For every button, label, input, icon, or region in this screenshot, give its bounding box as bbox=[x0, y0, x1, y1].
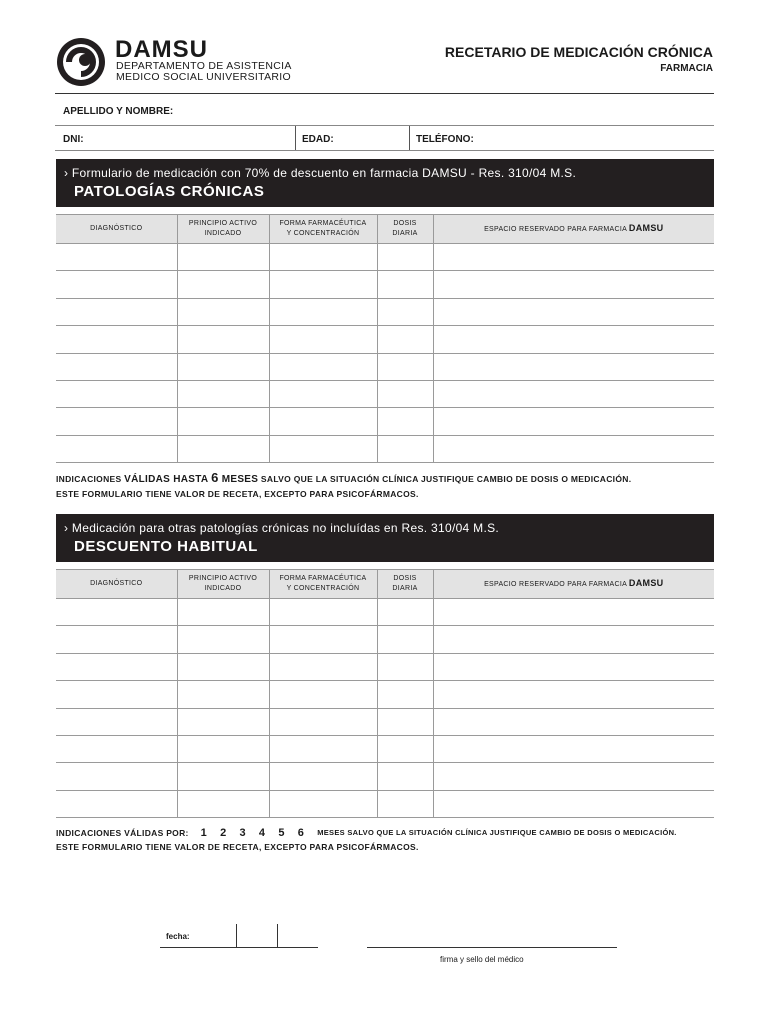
cell[interactable] bbox=[377, 271, 433, 298]
note-c: 6 bbox=[211, 470, 219, 485]
col-principio bbox=[177, 570, 269, 599]
section-1-subtitle: › Formulario de medicación con 70% de descuento en farmacia DAMSU - Res. 310/04 M.S. bbox=[64, 166, 577, 180]
section-1-banner bbox=[56, 159, 714, 207]
cell[interactable] bbox=[269, 681, 377, 708]
col-diagnostico: DIAGNÓSTICO bbox=[56, 570, 177, 599]
col-forma-l2: Y CONCENTRACIÓN bbox=[286, 585, 360, 592]
cell[interactable] bbox=[433, 435, 714, 462]
age-label: EDAD: bbox=[302, 134, 334, 145]
cell[interactable] bbox=[377, 298, 433, 325]
col-principio-l1: PRINCIPIO ACTIVO bbox=[188, 220, 258, 227]
dni-rule bbox=[55, 150, 714, 151]
section-1-note bbox=[56, 471, 631, 501]
cell[interactable] bbox=[433, 380, 714, 407]
cell[interactable] bbox=[269, 244, 377, 271]
cell[interactable] bbox=[177, 763, 269, 790]
col-principio-l2: INDICADO bbox=[204, 230, 242, 237]
table-row bbox=[56, 353, 714, 380]
cell[interactable] bbox=[269, 599, 377, 626]
name-rule bbox=[55, 125, 714, 126]
cell[interactable] bbox=[433, 763, 714, 790]
field-divider-1 bbox=[295, 126, 296, 150]
cell[interactable] bbox=[56, 353, 177, 380]
col-reservado bbox=[433, 215, 714, 244]
cell[interactable] bbox=[177, 408, 269, 435]
col-forma-l1: FORMA FARMACÉUTICA bbox=[279, 220, 367, 227]
cell[interactable] bbox=[433, 735, 714, 762]
col-forma bbox=[269, 570, 377, 599]
brand-line-1: DEPARTAMENTO DE ASISTENCIA bbox=[116, 60, 292, 72]
cell[interactable] bbox=[177, 708, 269, 735]
note-suffix: MESES SALVO QUE LA SITUACIÓN CLÍNICA JUSTIFIQUE CAMBIO DE DOSIS O MEDICACIÓN. bbox=[317, 828, 677, 837]
document-title: RECETARIO DE MEDICACIÓN CRÓNICA bbox=[444, 44, 713, 60]
cell[interactable] bbox=[269, 735, 377, 762]
damsu-logo bbox=[55, 36, 107, 88]
cell[interactable] bbox=[269, 790, 377, 817]
cell[interactable] bbox=[56, 599, 177, 626]
month-option-3[interactable]: 3 bbox=[239, 827, 246, 839]
table-header-row bbox=[56, 215, 714, 244]
cell[interactable] bbox=[269, 326, 377, 353]
month-option-6[interactable]: 6 bbox=[297, 827, 305, 839]
cell[interactable] bbox=[433, 626, 714, 653]
cell[interactable] bbox=[56, 244, 177, 271]
section-2-note bbox=[56, 826, 677, 854]
cell[interactable] bbox=[56, 681, 177, 708]
cell[interactable] bbox=[56, 763, 177, 790]
table-row bbox=[56, 790, 714, 817]
cell[interactable] bbox=[56, 435, 177, 462]
cell[interactable] bbox=[433, 653, 714, 680]
cell[interactable] bbox=[177, 599, 269, 626]
cell[interactable] bbox=[377, 380, 433, 407]
cell[interactable] bbox=[433, 681, 714, 708]
cell[interactable] bbox=[433, 708, 714, 735]
cell[interactable] bbox=[433, 271, 714, 298]
cell[interactable] bbox=[177, 380, 269, 407]
cell[interactable] bbox=[377, 599, 433, 626]
cell[interactable] bbox=[377, 790, 433, 817]
cell[interactable] bbox=[377, 708, 433, 735]
cell[interactable] bbox=[56, 626, 177, 653]
cell[interactable] bbox=[433, 298, 714, 325]
col-dosis-l2: DIARIA bbox=[392, 585, 418, 592]
brand-name: DAMSU bbox=[115, 36, 208, 63]
cell[interactable] bbox=[56, 790, 177, 817]
cell[interactable] bbox=[269, 298, 377, 325]
cell[interactable] bbox=[177, 271, 269, 298]
col-dosis bbox=[377, 215, 433, 244]
col-principio-l2: INDICADO bbox=[204, 585, 242, 592]
cell[interactable] bbox=[269, 408, 377, 435]
cell[interactable] bbox=[177, 626, 269, 653]
col-reservado-text: ESPACIO RESERVADO PARA FARMACIA bbox=[484, 581, 629, 588]
phone-label: TELÉFONO: bbox=[416, 134, 474, 145]
cell[interactable] bbox=[177, 326, 269, 353]
cell[interactable] bbox=[56, 271, 177, 298]
header-rule bbox=[55, 93, 714, 94]
signature-line[interactable] bbox=[367, 947, 617, 948]
month-options bbox=[201, 826, 318, 840]
cell[interactable] bbox=[377, 353, 433, 380]
cell[interactable] bbox=[269, 626, 377, 653]
note-d: MESES bbox=[218, 474, 259, 485]
cell[interactable] bbox=[433, 244, 714, 271]
table-row bbox=[56, 599, 714, 626]
cell[interactable] bbox=[177, 353, 269, 380]
cell[interactable] bbox=[377, 408, 433, 435]
cell[interactable] bbox=[269, 353, 377, 380]
col-dosis-l2: DIARIA bbox=[392, 230, 418, 237]
section-2-table bbox=[56, 569, 714, 818]
cell[interactable] bbox=[377, 763, 433, 790]
col-reservado bbox=[433, 570, 714, 599]
cell[interactable] bbox=[377, 735, 433, 762]
cell[interactable] bbox=[56, 653, 177, 680]
section-1-table bbox=[56, 214, 714, 463]
brand-subtitle bbox=[116, 61, 292, 83]
col-reservado-brand: DAMSU bbox=[628, 578, 664, 588]
cell[interactable] bbox=[433, 599, 714, 626]
table-row bbox=[56, 735, 714, 762]
table-row bbox=[56, 763, 714, 790]
document-subtitle: FARMACIA bbox=[660, 63, 713, 74]
section-2-banner bbox=[56, 514, 714, 562]
cell[interactable] bbox=[269, 653, 377, 680]
col-reservado-text: ESPACIO RESERVADO PARA FARMACIA bbox=[484, 226, 629, 233]
col-diagnostico: DIAGNÓSTICO bbox=[56, 215, 177, 244]
cell[interactable] bbox=[433, 408, 714, 435]
name-label: APELLIDO Y NOMBRE: bbox=[63, 106, 174, 117]
table-row bbox=[56, 326, 714, 353]
date-divider-1 bbox=[236, 924, 237, 947]
table-row bbox=[56, 408, 714, 435]
cell[interactable] bbox=[377, 326, 433, 353]
cell[interactable] bbox=[56, 380, 177, 407]
note-e: SALVO QUE LA SITUACIÓN CLÍNICA JUSTIFIQUE CAMBIO DE DOSIS O MEDICACIÓN. bbox=[258, 474, 632, 484]
brand-line-2: MEDICO SOCIAL UNIVERSITARIO bbox=[116, 71, 291, 83]
month-option-4[interactable]: 4 bbox=[258, 827, 266, 839]
cell[interactable] bbox=[56, 735, 177, 762]
cell[interactable] bbox=[377, 653, 433, 680]
cell[interactable] bbox=[177, 681, 269, 708]
col-dosis-l1: DOSIS bbox=[393, 220, 417, 227]
date-divider-2 bbox=[277, 924, 278, 947]
col-forma-l2: Y CONCENTRACIÓN bbox=[286, 230, 360, 237]
cell[interactable] bbox=[56, 408, 177, 435]
cell[interactable] bbox=[56, 298, 177, 325]
section-2-subtitle: › Medicación para otras patologías crónicas no incluídas en Res. 310/04 M.S. bbox=[64, 521, 500, 535]
cell[interactable] bbox=[177, 790, 269, 817]
section-2-note-line-1 bbox=[56, 826, 677, 840]
dni-label: DNI: bbox=[63, 134, 84, 145]
note-b: VÁLIDAS HASTA bbox=[124, 474, 212, 485]
cell[interactable] bbox=[377, 435, 433, 462]
table-row bbox=[56, 244, 714, 271]
cell[interactable] bbox=[177, 735, 269, 762]
cell[interactable] bbox=[177, 435, 269, 462]
cell[interactable] bbox=[269, 708, 377, 735]
cell[interactable] bbox=[56, 326, 177, 353]
section-2-title: DESCUENTO HABITUAL bbox=[74, 538, 258, 555]
cell[interactable] bbox=[433, 326, 714, 353]
field-divider-2 bbox=[409, 126, 410, 150]
cell[interactable] bbox=[177, 653, 269, 680]
note-prefix: INDICACIONES VÁLIDAS POR: bbox=[56, 828, 189, 838]
table-row bbox=[56, 708, 714, 735]
month-option-5[interactable]: 5 bbox=[278, 827, 285, 839]
section-1-note-line-2: ESTE FORMULARIO TIENE VALOR DE RECETA, EXCEPTO PARA PSICOFÁRMACOS. bbox=[56, 489, 419, 499]
cell[interactable] bbox=[56, 708, 177, 735]
cell[interactable] bbox=[433, 353, 714, 380]
section-1-note-line-1 bbox=[56, 471, 631, 487]
month-option-1[interactable]: 1 bbox=[200, 827, 208, 839]
cell[interactable] bbox=[269, 435, 377, 462]
cell[interactable] bbox=[269, 380, 377, 407]
cell[interactable] bbox=[269, 763, 377, 790]
note-a: INDICACIONES bbox=[56, 474, 125, 484]
table-row bbox=[56, 681, 714, 708]
signature-label: firma y sello del médico bbox=[440, 955, 524, 964]
table-header-row bbox=[56, 570, 714, 599]
col-principio bbox=[177, 215, 269, 244]
col-dosis-l1: DOSIS bbox=[393, 575, 417, 582]
col-principio-l1: PRINCIPIO ACTIVO bbox=[188, 575, 258, 582]
cell[interactable] bbox=[377, 626, 433, 653]
table-row bbox=[56, 380, 714, 407]
table-row bbox=[56, 271, 714, 298]
table-row bbox=[56, 435, 714, 462]
col-dosis bbox=[377, 570, 433, 599]
cell[interactable] bbox=[269, 271, 377, 298]
cell[interactable] bbox=[377, 681, 433, 708]
section-1-title: PATOLOGÍAS CRÓNICAS bbox=[74, 183, 265, 200]
table-row bbox=[56, 626, 714, 653]
table-row bbox=[56, 298, 714, 325]
date-label: fecha: bbox=[166, 932, 190, 941]
table-row bbox=[56, 653, 714, 680]
col-reservado-brand: DAMSU bbox=[628, 223, 664, 233]
cell[interactable] bbox=[377, 244, 433, 271]
section-2-note-line-2: ESTE FORMULARIO TIENE VALOR DE RECETA, EXCEPTO PARA PSICOFÁRMACOS. bbox=[56, 842, 419, 852]
col-forma-l1: FORMA FARMACÉUTICA bbox=[279, 575, 367, 582]
date-line[interactable] bbox=[160, 947, 318, 948]
cell[interactable] bbox=[177, 298, 269, 325]
month-option-2[interactable]: 2 bbox=[220, 827, 227, 839]
cell[interactable] bbox=[433, 790, 714, 817]
col-forma bbox=[269, 215, 377, 244]
cell[interactable] bbox=[177, 244, 269, 271]
